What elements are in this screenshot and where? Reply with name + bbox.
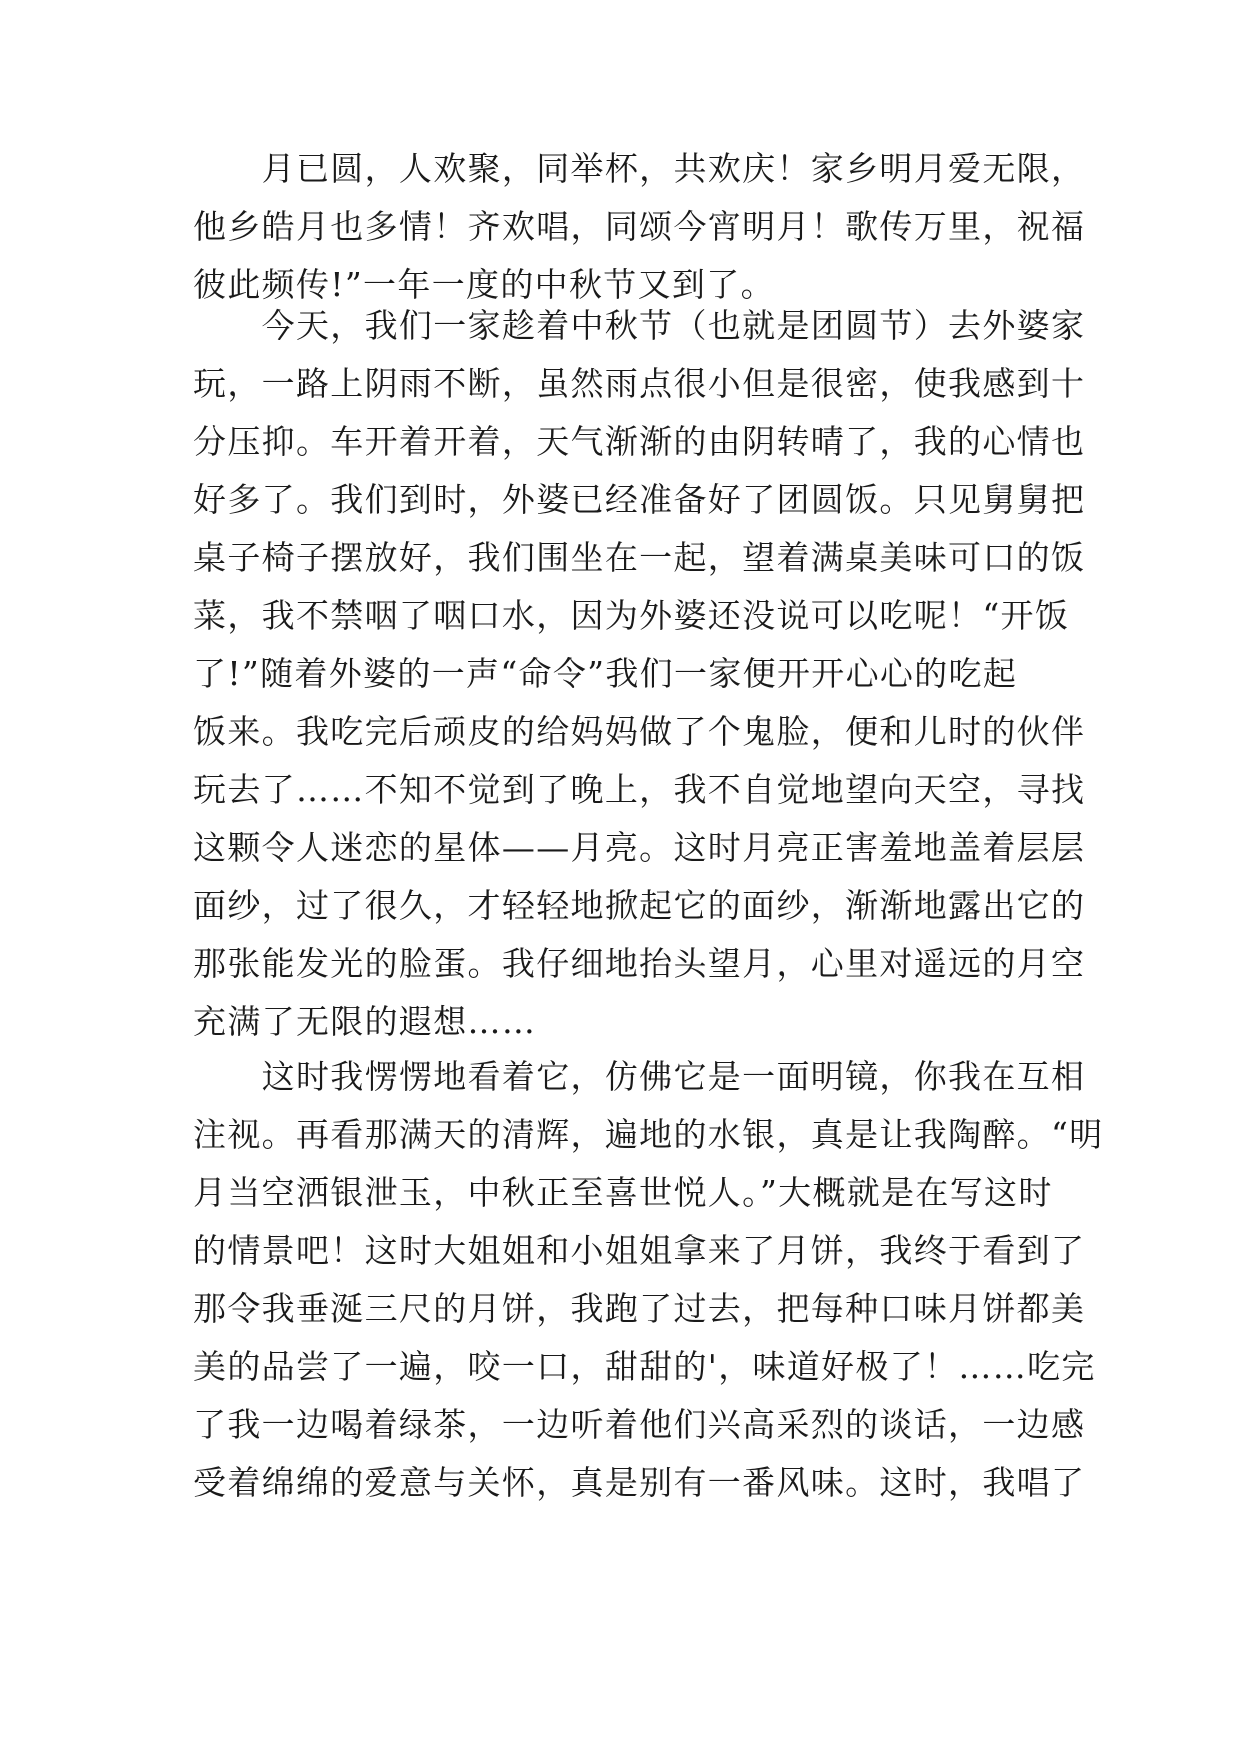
text-line: 了我一边喝着绿茶，一边听着他们兴高采烈的谈话，一边感 — [193, 1405, 1086, 1444]
text-line: 好多了。我们到时，外婆已经准备好了团圆饭。只见舅舅把 — [193, 480, 1086, 519]
text-line: 彼此频传!”一年一度的中秋节又到了。 — [193, 265, 775, 304]
text-line: 菜，我不禁咽了咽口水，因为外婆还没说可以吃呢！“开饭 — [193, 596, 1070, 635]
paragraph-3 — [193, 1048, 1104, 1512]
text-line: 玩去了……不知不觉到了晚上，我不自觉地望向天空，寻找 — [193, 770, 1086, 809]
paragraph-2 — [193, 297, 1086, 1051]
text-line: 充满了无限的遐想…… — [193, 1002, 537, 1041]
text-line: 桌子椅子摆放好，我们围坐在一起，望着满桌美味可口的饭 — [193, 538, 1086, 577]
text-line: 的情景吧！这时大姐姐和小姐姐拿来了月饼，我终于看到了 — [193, 1231, 1086, 1270]
text-line: 饭来。我吃完后顽皮的给妈妈做了个鬼脸，便和儿时的伙伴 — [193, 712, 1086, 751]
text-line: 分压抑。车开着开着，天气渐渐的由阴转晴了，我的心情也 — [193, 422, 1086, 461]
text-line: 月当空洒银泄玉，中秋正至喜世悦人。”大概就是在写这时 — [193, 1173, 1053, 1212]
text-line: 这时我愣愣地看着它，仿佛它是一面明镜，你我在互相 — [193, 1057, 1086, 1096]
text-line: 那令我垂涎三尺的月饼，我跑了过去，把每种口味月饼都美 — [193, 1289, 1086, 1328]
text-line: 面纱，过了很久，才轻轻地掀起它的面纱，渐渐地露出它的 — [193, 886, 1086, 925]
text-line: 那张能发光的脸蛋。我仔细地抬头望月，心里对遥远的月空 — [193, 944, 1086, 983]
text-line: 今天，我们一家趁着中秋节（也就是团圆节）去外婆家 — [193, 306, 1086, 345]
text-line: 玩，一路上阴雨不断，虽然雨点很小但是很密，使我感到十 — [193, 364, 1086, 403]
text-line: 他乡皓月也多情！齐欢唱，同颂今宵明月！歌传万里，祝福 — [193, 207, 1086, 246]
text-line: 月已圆，人欢聚，同举杯，共欢庆！家乡明月爱无限， — [193, 149, 1086, 188]
text-line: 了!”随着外婆的一声“命令”我们一家便开开心心的吃起 — [193, 654, 1018, 693]
text-line: 美的品尝了一遍，咬一口，甜甜的'，味道好极了！……吃完 — [193, 1347, 1096, 1386]
paragraph-1 — [193, 140, 1086, 314]
text-line: 受着绵绵的爱意与关怀，真是别有一番风味。这时，我唱了 — [193, 1463, 1086, 1502]
text-line: 注视。再看那满天的清辉，遍地的水银，真是让我陶醉。“明 — [193, 1115, 1104, 1154]
text-line: 这颗令人迷恋的星体——月亮。这时月亮正害羞地盖着层层 — [193, 828, 1086, 867]
